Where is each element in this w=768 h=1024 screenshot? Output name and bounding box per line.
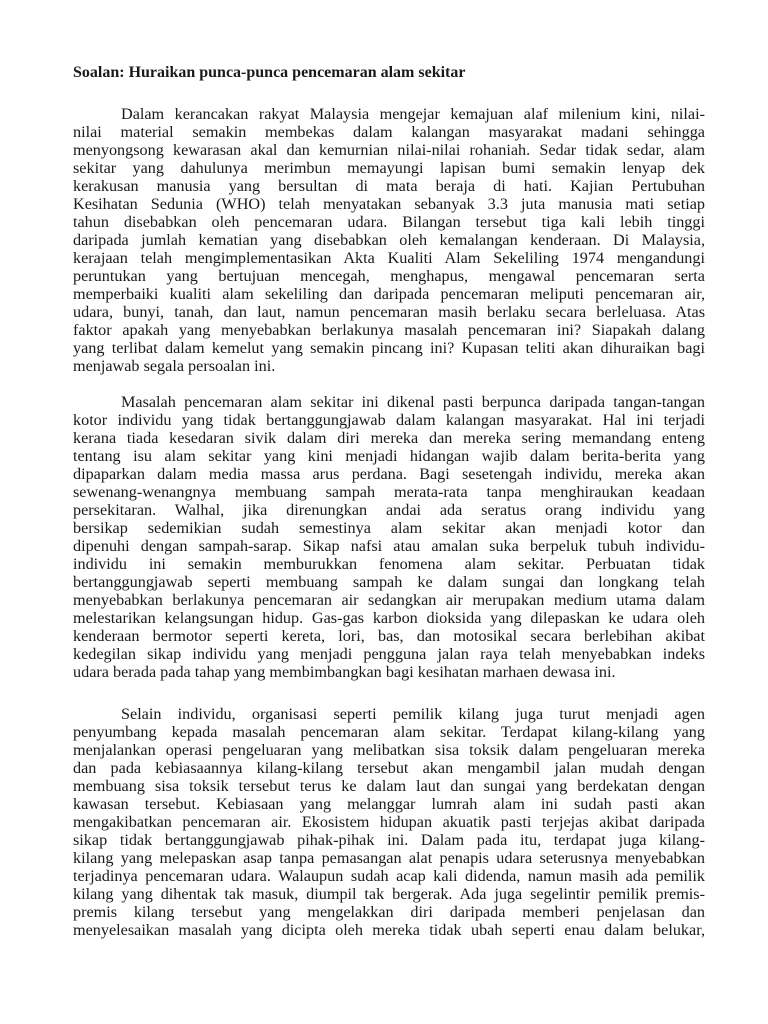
text-line: Selain individu, organisasi seperti pemilik kilang juga turut menjadi agen <box>121 705 705 723</box>
text-line: menyebabkan berlakunya pencemaran air sedangkan air merupakan medium utama dalam <box>73 591 705 609</box>
text-line: daripada jumlah kematian yang disebabkan oleh kemalangan kenderaan. Di Malaysia, <box>73 231 705 249</box>
text-line: premis kilang tersebut yang mengelakkan diri daripada memberi penjelasan dan <box>73 903 705 921</box>
text-line: Masalah pencemaran alam sekitar ini dikenal pasti berpunca daripada tangan-tangan <box>121 393 705 411</box>
text-line: yang terlibat dalam kemelut yang semakin pincang ini? Kupasan teliti akan dihuraikan bagi <box>73 339 705 357</box>
text-line: penyumbang kepada masalah pencemaran alam sekitar. Terdapat kilang-kilang yang <box>73 723 705 741</box>
text-line: faktor apakah yang menyebabkan berlakunya masalah pencemaran ini? Siapakah dalang <box>73 321 705 339</box>
text-line: mengakibatkan pencemaran air. Ekosistem hidupan akuatik pasti terjejas akibat daripada <box>73 813 705 831</box>
text-line: individu ini semakin memburukkan fenomena alam sekitar. Perbuatan tidak <box>73 555 705 573</box>
question-title: Soalan: Huraikan punca-punca pencemaran alam sekitar <box>73 64 466 81</box>
text-line: kerajaan telah mengimplementasikan Akta Kualiti Alam Sekeliling 1974 mengandungi <box>73 249 705 267</box>
text-line: udara berada pada tahap yang membimbangkan bagi kesihatan marhaen dewasa ini. <box>73 663 616 681</box>
text-line: terjadinya pencemaran udara. Walaupun sudah acap kali didenda, namun masih ada pemilik <box>73 867 705 885</box>
text-line: kerana tiada kesedaran sivik dalam diri mereka dan mereka sering memandang enteng <box>73 429 705 447</box>
text-line: udara, bunyi, tanah, dan laut, namun pencemaran masih berlaku secara berleluasa. Atas <box>73 303 705 321</box>
text-line: tahun disebabkan oleh pencemaran udara. Bilangan tersebut tiga kali lebih tinggi <box>73 213 705 231</box>
text-line: dan pada kebiasaannya kilang-kilang tersebut akan mengambil jalan mudah dengan <box>73 759 705 777</box>
paragraph-factories <box>73 705 705 939</box>
text-line: Dalam kerancakan rakyat Malaysia mengejar kemajuan alaf milenium kini, nilai- <box>121 105 705 123</box>
text-line: bersikap sedemikian sudah semestinya alam sekitar akan menjadi kotor dan <box>73 519 705 537</box>
text-line: peruntukan yang bertujuan mencegah, menghapus, mengawal pencemaran serta <box>73 267 705 285</box>
text-line: menyongsong kewarasan akal dan kemurnian nilai-nilai rohaniah. Sedar tidak sedar, alam <box>73 141 705 159</box>
text-line: kotor individu yang tidak bertanggungjawab dalam kalangan masyarakat. Hal ini terjadi <box>73 411 705 429</box>
text-line: kilang yang dihentak tak masuk, diumpil tak bergerak. Ada juga segelintir pemilik premis- <box>73 885 705 903</box>
text-line: memperbaiki kualiti alam sekeliling dan daripada pencemaran meliputi pencemaran air, <box>73 285 705 303</box>
text-line: kawasan tersebut. Kebiasaan yang melanggar lumrah alam ini sudah pasti akan <box>73 795 705 813</box>
text-line: kilang yang melepaskan asap tanpa pemasangan alat penapis udara seterusnya menyebabkan <box>73 849 705 867</box>
text-line: bertanggungjawab seperti membuang sampah ke dalam sungai dan longkang telah <box>73 573 705 591</box>
text-line: Kesihatan Sedunia (WHO) telah menyatakan sebanyak 3.3 juta manusia mati setiap <box>73 195 705 213</box>
text-line: nilai material semakin membekas dalam kalangan masyarakat madani sehingga <box>73 123 705 141</box>
text-line: menjawab segala persoalan ini. <box>73 357 276 375</box>
text-line: membuang sisa toksik tersebut terus ke dalam laut dan sungai yang berdekatan dengan <box>73 777 705 795</box>
paragraph-introduction <box>73 105 705 375</box>
text-line: persekitaran. Walhal, jika direnungkan andai ada seratus orang individu yang <box>73 501 705 519</box>
text-line: sikap tidak bertanggungjawab pihak-pihak ini. Dalam pada itu, terdapat juga kilang- <box>73 831 705 849</box>
paragraph-individuals <box>73 393 705 681</box>
text-line: melestarikan kelangsungan hidup. Gas-gas karbon dioksida yang dilepaskan ke udara oleh <box>73 609 705 627</box>
text-line: kedegilan sikap individu yang menjadi pengguna jalan raya telah menyebabkan indeks <box>73 645 705 663</box>
text-line: dipenuhi dengan sampah-sarap. Sikap nafsi atau amalan suka berpeluk tubuh individu- <box>73 537 705 555</box>
text-line: sewenang-wenangnya membuang sampah merata-rata tanpa menghiraukan keadaan <box>73 483 705 501</box>
text-line: kenderaan bermotor seperti kereta, lori, bas, dan motosikal secara berlebihan akibat <box>73 627 705 645</box>
text-line: kerakusan manusia yang bersultan di mata beraja di hati. Kajian Pertubuhan <box>73 177 705 195</box>
text-line: menjalankan operasi pengeluaran yang melibatkan sisa toksik dalam pengeluaran mereka <box>73 741 705 759</box>
text-line: sekitar yang dahulunya merimbun memayungi lapisan bumi semakin lenyap dek <box>73 159 705 177</box>
text-line: menyelesaikan masalah yang dicipta oleh mereka tidak ubah seperti enau dalam belukar, <box>73 921 705 939</box>
text-line: tentang isu alam sekitar yang kini menjadi hidangan wajib dalam berita-berita yang <box>73 447 705 465</box>
text-line: dipaparkan dalam media massa arus perdana. Bagi sesetengah individu, mereka akan <box>73 465 705 483</box>
